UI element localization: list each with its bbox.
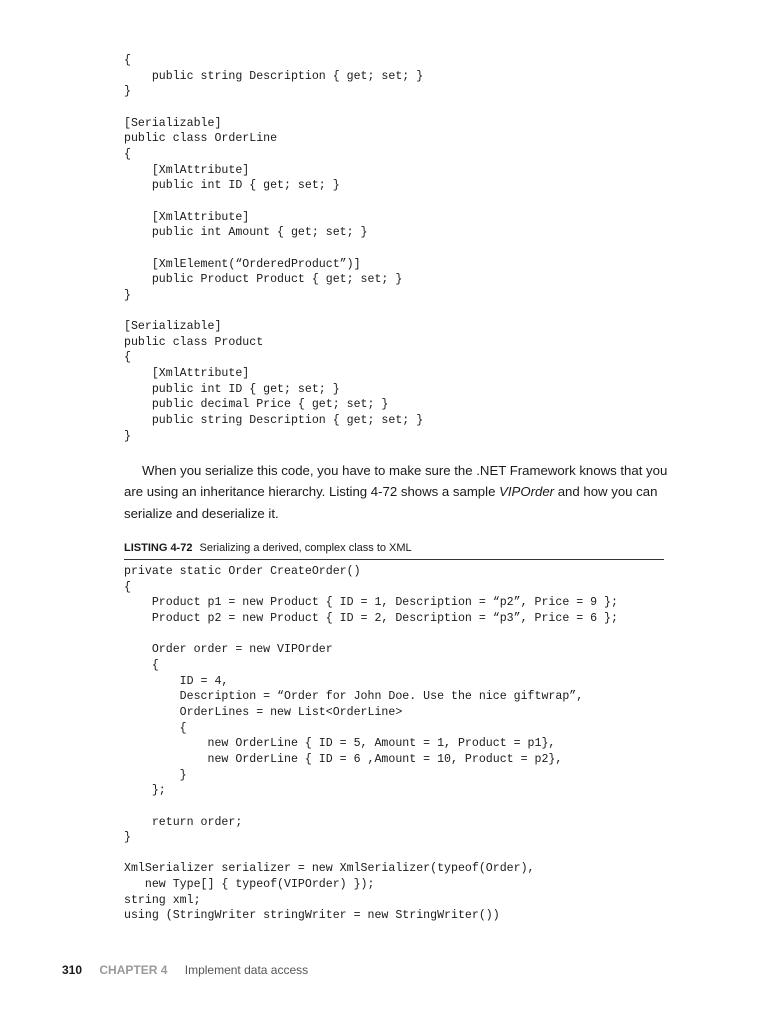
- page-number: 310: [62, 963, 83, 977]
- chapter-label: CHAPTER 4: [99, 963, 168, 977]
- page-footer: [62, 963, 308, 977]
- paragraph-text-2: and how you can serialize and deserialize it.: [124, 484, 658, 521]
- listing-title: Serializing a derived, complex class to XML: [199, 542, 412, 554]
- code-block-listing: private static Order CreateOrder() { Product p1 = new Product { ID = 1, Description = “p2”, Price = 9 }; Product p2 = new Product { ID = 2, Description = “p3”, Price = 6 }; Order order = new VIPOrder { ID = 4, Description = “Order for John Doe. Use the nice giftwrap”, OrderLines = new List<OrderLine> { new OrderLine { ID = 5, Amount = 1, Product = p1}, new OrderLine { ID = 6 ,Amount = 10, Product = p2}, } }; return order; } XmlSerializer serializer = new XmlSerializer(typeof(Order), new Type[] { typeof(VIPOrder) }); string xml; using (StringWriter stringWriter = new StringWriter()): [124, 565, 618, 923]
- body-paragraph: [124, 460, 669, 524]
- listing-label: LISTING 4-72: [124, 542, 193, 554]
- paragraph-emphasis: VIPOrder: [499, 484, 555, 500]
- chapter-title: Implement data access: [184, 963, 309, 977]
- listing-rule: [124, 559, 664, 560]
- code-block-classes: { public string Description { get; set; } } [Serializable] public class OrderLine { [XmlAttribute] public int ID { get; set; } [XmlAttribute] public int Amount { get; set; } [XmlElement(“OrderedProduct”)] public Product Product { get; set; } } [Serializable] public class Product { [XmlAttribute] public int ID { get; set; } public decimal Price { get; set; } public string Description { get; set; } }: [124, 54, 424, 443]
- listing-caption: [124, 542, 412, 554]
- paragraph-text-1: When you serialize this code, you have to make sure the .NET Framework knows that you are using an inheritance hierarchy. Listing 4-72 shows a sample: [124, 463, 668, 500]
